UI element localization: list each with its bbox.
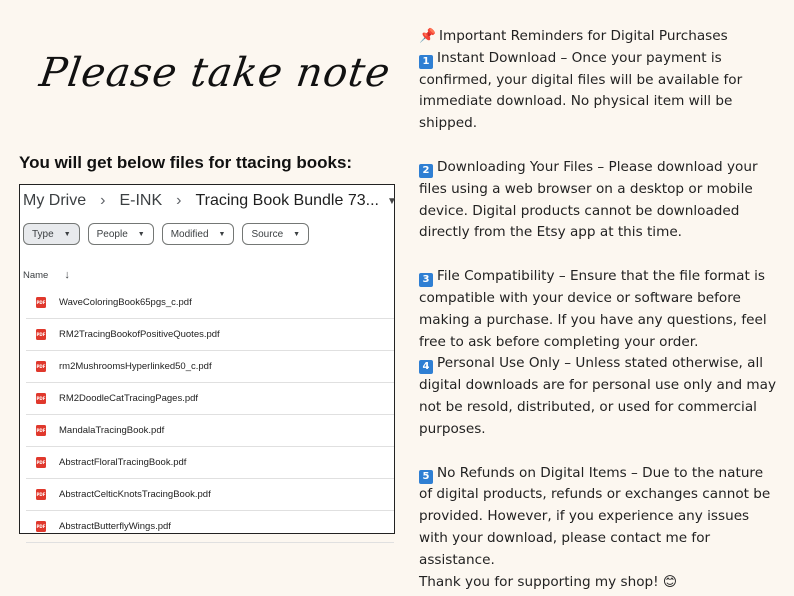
pushpin-icon: 📌: [419, 28, 436, 44]
file-row[interactable]: [26, 447, 394, 479]
reminder-text: File Compatibility – Ensure that the file format is compatible with your device or software before making a purchase. If you have any questions, feel free to ask before completing your order.: [419, 268, 767, 350]
pdf-icon: PDF: [36, 489, 46, 500]
file-row[interactable]: [26, 351, 394, 383]
breadcrumb: [20, 185, 397, 217]
file-row[interactable]: [26, 287, 394, 319]
filter-people-label: People: [96, 228, 128, 240]
file-row[interactable]: [26, 415, 394, 447]
caret-down-icon: ▼: [218, 230, 226, 238]
pdf-icon: PDF: [36, 457, 46, 468]
files-heading: You will get below files for ttacing books:: [19, 153, 353, 172]
breadcrumb-e-ink[interactable]: E-INK: [119, 192, 163, 209]
drive-screenshot: [19, 184, 395, 534]
number-badge-icon: 4: [419, 360, 433, 374]
reminder-item: [419, 266, 779, 353]
caret-down-icon[interactable]: ▼: [386, 195, 397, 207]
column-header-name[interactable]: Name: [23, 269, 49, 281]
pdf-icon: PDF: [36, 329, 46, 340]
filter-type[interactable]: [23, 223, 80, 245]
breadcrumb-my-drive[interactable]: My Drive: [23, 192, 87, 209]
filter-modified-label: Modified: [170, 228, 209, 240]
file-name: MandalaTracingBook.pdf: [59, 425, 165, 436]
pdf-icon: PDF: [36, 521, 46, 532]
pdf-icon: PDF: [36, 297, 46, 308]
file-name: WaveColoringBook65pgs_c.pdf: [59, 297, 192, 308]
reminder-item: [419, 48, 779, 135]
reminder-item: [419, 353, 779, 440]
file-name: AbstractFloralTracingBook.pdf: [59, 457, 187, 468]
reminders-panel: [419, 26, 779, 593]
pdf-icon: PDF: [36, 393, 46, 404]
pdf-icon: PDF: [36, 425, 46, 436]
spacer: [419, 244, 779, 266]
filter-bar: [20, 217, 394, 255]
number-badge-icon: 3: [419, 273, 433, 287]
file-name: AbstractCelticKnotsTracingBook.pdf: [59, 489, 211, 500]
column-header-row: [20, 263, 394, 287]
caret-down-icon: ▼: [63, 230, 71, 238]
reminder-item: [419, 463, 779, 572]
closing-message: Thank you for supporting my shop! 😊: [419, 573, 678, 590]
chevron-right-icon: ›: [100, 192, 106, 209]
reminders-heading-text: Important Reminders for Digital Purchases: [438, 28, 728, 44]
file-name: AbstractButterflyWings.pdf: [59, 521, 171, 532]
reminder-item: [419, 157, 779, 244]
breadcrumb-current-folder[interactable]: Tracing Book Bundle 73...: [195, 192, 379, 209]
number-badge-icon: 2: [419, 164, 433, 178]
page-title: Please take note: [36, 50, 394, 96]
file-row[interactable]: [26, 319, 394, 351]
reminder-text: Downloading Your Files – Please download your files using a web browser on a desktop or mobile device. Digital products cannot be downloaded directly from the Etsy app at this time.: [419, 158, 758, 241]
reminders-heading: [419, 26, 779, 48]
caret-down-icon: ▼: [293, 230, 301, 238]
sort-arrow-down-icon[interactable]: ↓: [64, 269, 70, 281]
file-name: RM2TracingBookofPositiveQuotes.pdf: [59, 329, 220, 340]
number-badge-icon: 1: [419, 55, 433, 69]
filter-type-label: Type: [32, 228, 54, 240]
reminder-text: Personal Use Only – Unless stated otherwise, all digital downloads are for personal use only and may not be resold, distributed, or used for commercial purposes.: [419, 355, 777, 437]
file-name: rm2MushroomsHyperlinked50_c.pdf: [59, 361, 212, 372]
reminder-text: No Refunds on Digital Items – Due to the nature of digital products, refunds or exchanges cannot be provided. However, if you experience any issues with your download, please contact me for assistance.: [419, 464, 771, 568]
filter-source[interactable]: [242, 223, 309, 245]
file-row[interactable]: [26, 383, 394, 415]
file-list: [26, 287, 394, 543]
spacer: [419, 441, 779, 463]
filter-modified[interactable]: [162, 223, 235, 245]
chevron-right-icon: ›: [176, 192, 182, 209]
pdf-icon: PDF: [36, 361, 46, 372]
file-row[interactable]: [26, 479, 394, 511]
file-name: RM2DoodleCatTracingPages.pdf: [59, 393, 199, 404]
file-row[interactable]: [26, 511, 394, 543]
number-badge-icon: 5: [419, 470, 433, 484]
filter-people[interactable]: [88, 223, 154, 245]
filter-source-label: Source: [251, 228, 284, 240]
caret-down-icon: ▼: [137, 230, 145, 238]
reminder-text: Instant Download – Once your payment is confirmed, your digital files will be available for immediate download. No physical item will be shipped.: [419, 49, 743, 132]
spacer: [419, 135, 779, 157]
